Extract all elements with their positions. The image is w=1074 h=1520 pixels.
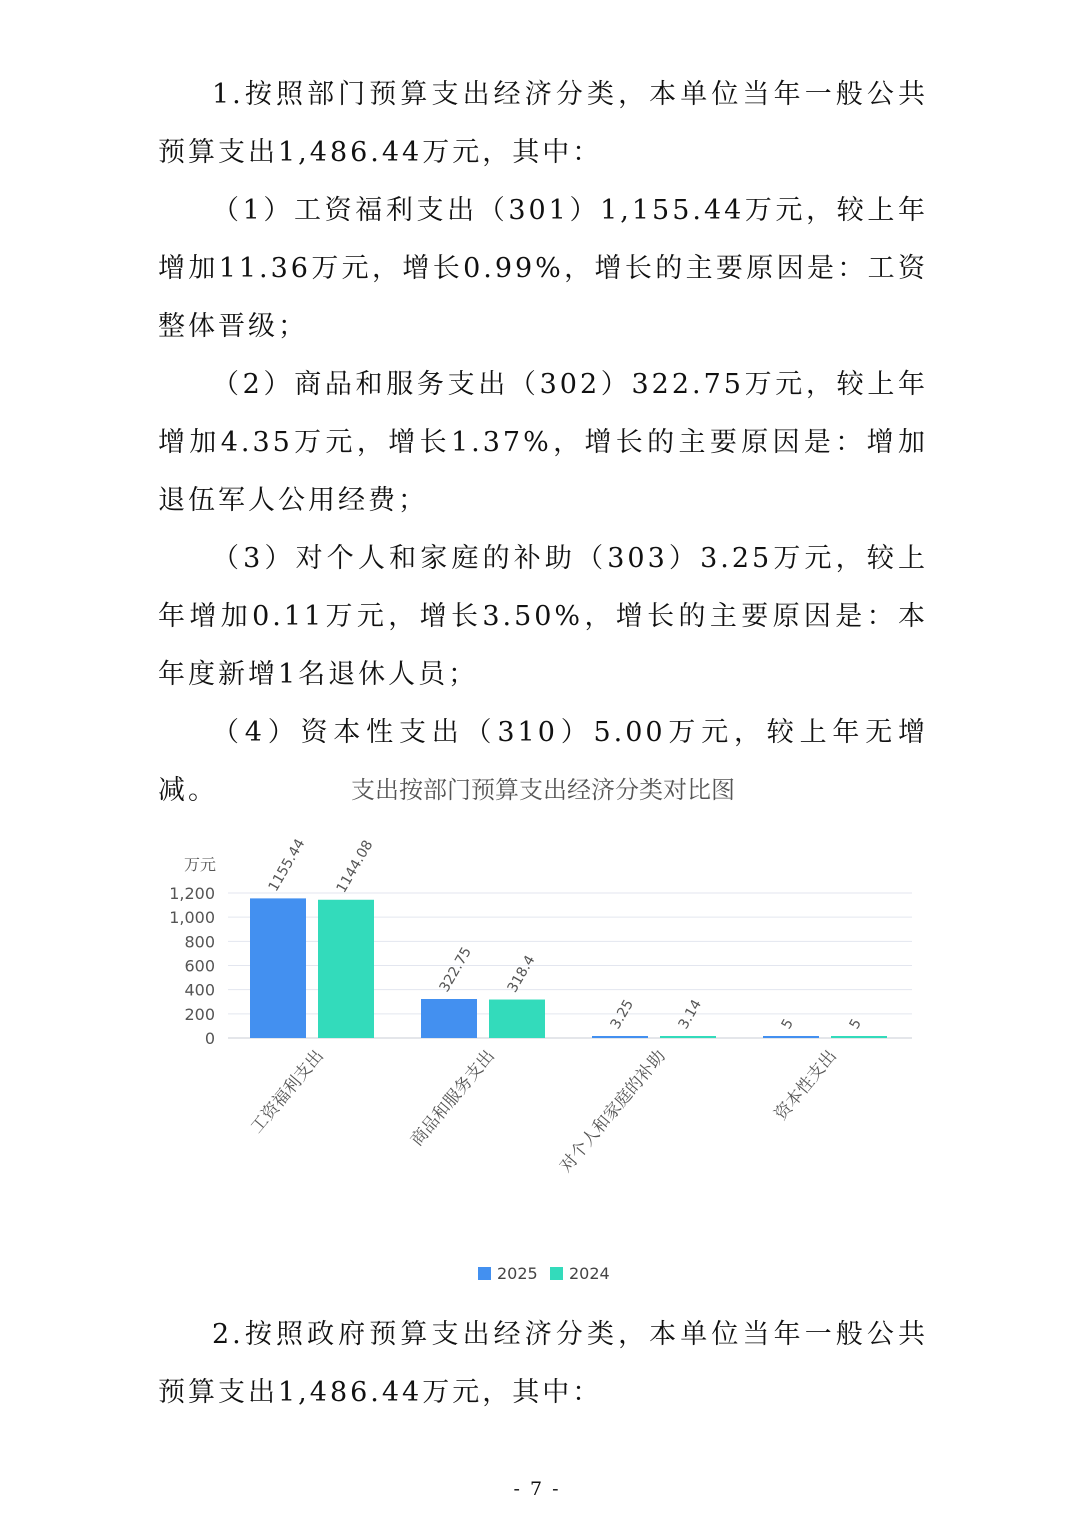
bar-value-label: 5 [846, 1016, 865, 1032]
legend-swatch [550, 1267, 563, 1280]
bar-value-label: 1144.08 [333, 837, 377, 896]
y-tick-label: 600 [184, 956, 215, 976]
chart-legend [478, 1264, 610, 1283]
paragraph-item-3: （3）对个人和家庭的补助（303）3.25万元，较上年增加0.11万元，增长3.50%，增长的主要原因是：本年度新增1名退休人员； [158, 543, 928, 690]
bar-value-label: 5 [778, 1016, 797, 1032]
x-tick-label: 商品和服务支出 [407, 1046, 499, 1151]
bar-value-label: 1155.44 [265, 836, 309, 895]
chart-title: 支出按部门预算支出经济分类对比图 [351, 776, 735, 804]
paragraph-item-2: （2）商品和服务支出（302）322.75万元，较上年增加4.35万元，增长1.37%，增长的主要原因是：增加退伍军人公用经费； [158, 369, 928, 516]
y-tick-label: 400 [184, 980, 215, 1000]
x-tick-label: 对个人和家庭的补助 [556, 1046, 670, 1177]
paragraph-intro-1: 1.按照部门预算支出经济分类，本单位当年一般公共预算支出1,486.44万元，其中： [158, 79, 928, 168]
y-tick-label: 1,000 [169, 908, 215, 928]
bar-2025-3 [763, 1036, 819, 1038]
legend-swatch [478, 1267, 491, 1280]
bar-2025-1 [421, 999, 477, 1038]
paragraph-item-4: （4）资本性支出（310）5.00万元，较上年无增减。 [158, 717, 928, 806]
bar-2024-3 [831, 1036, 887, 1038]
legend-label: 2025 [497, 1264, 538, 1283]
y-tick-label: 200 [184, 1004, 215, 1024]
page-number: - 7 - [513, 1478, 561, 1500]
expenditure-bar-chart [0, 760, 1074, 1320]
bar-2024-1 [489, 1000, 545, 1038]
bar-2025-0 [250, 898, 306, 1038]
bar-2024-0 [318, 900, 374, 1038]
bar-value-label: 3.14 [675, 997, 706, 1032]
y-tick-label: 800 [184, 932, 215, 952]
paragraph-intro-2: 2.按照政府预算支出经济分类，本单位当年一般公共预算支出1,486.44万元，其中： [158, 1319, 928, 1408]
y-tick-label: 1,200 [169, 884, 215, 903]
bar-value-label: 318.4 [504, 952, 539, 996]
x-tick-label: 工资福利支出 [246, 1046, 328, 1138]
y-tick-label: 0 [204, 1029, 215, 1048]
bar-2025-2 [592, 1036, 648, 1038]
x-tick-label: 资本性支出 [770, 1046, 841, 1125]
y-axis-label: 万元 [183, 855, 216, 874]
bar-2024-2 [660, 1036, 716, 1038]
paragraph-item-1: （1）工资福利支出（301）1,155.44万元，较上年增加11.36万元，增长0.99%，增长的主要原因是：工资整体晋级； [158, 195, 928, 342]
bar-value-label: 322.75 [436, 944, 475, 996]
legend-label: 2024 [569, 1264, 610, 1283]
bar-value-label: 3.25 [607, 997, 638, 1032]
